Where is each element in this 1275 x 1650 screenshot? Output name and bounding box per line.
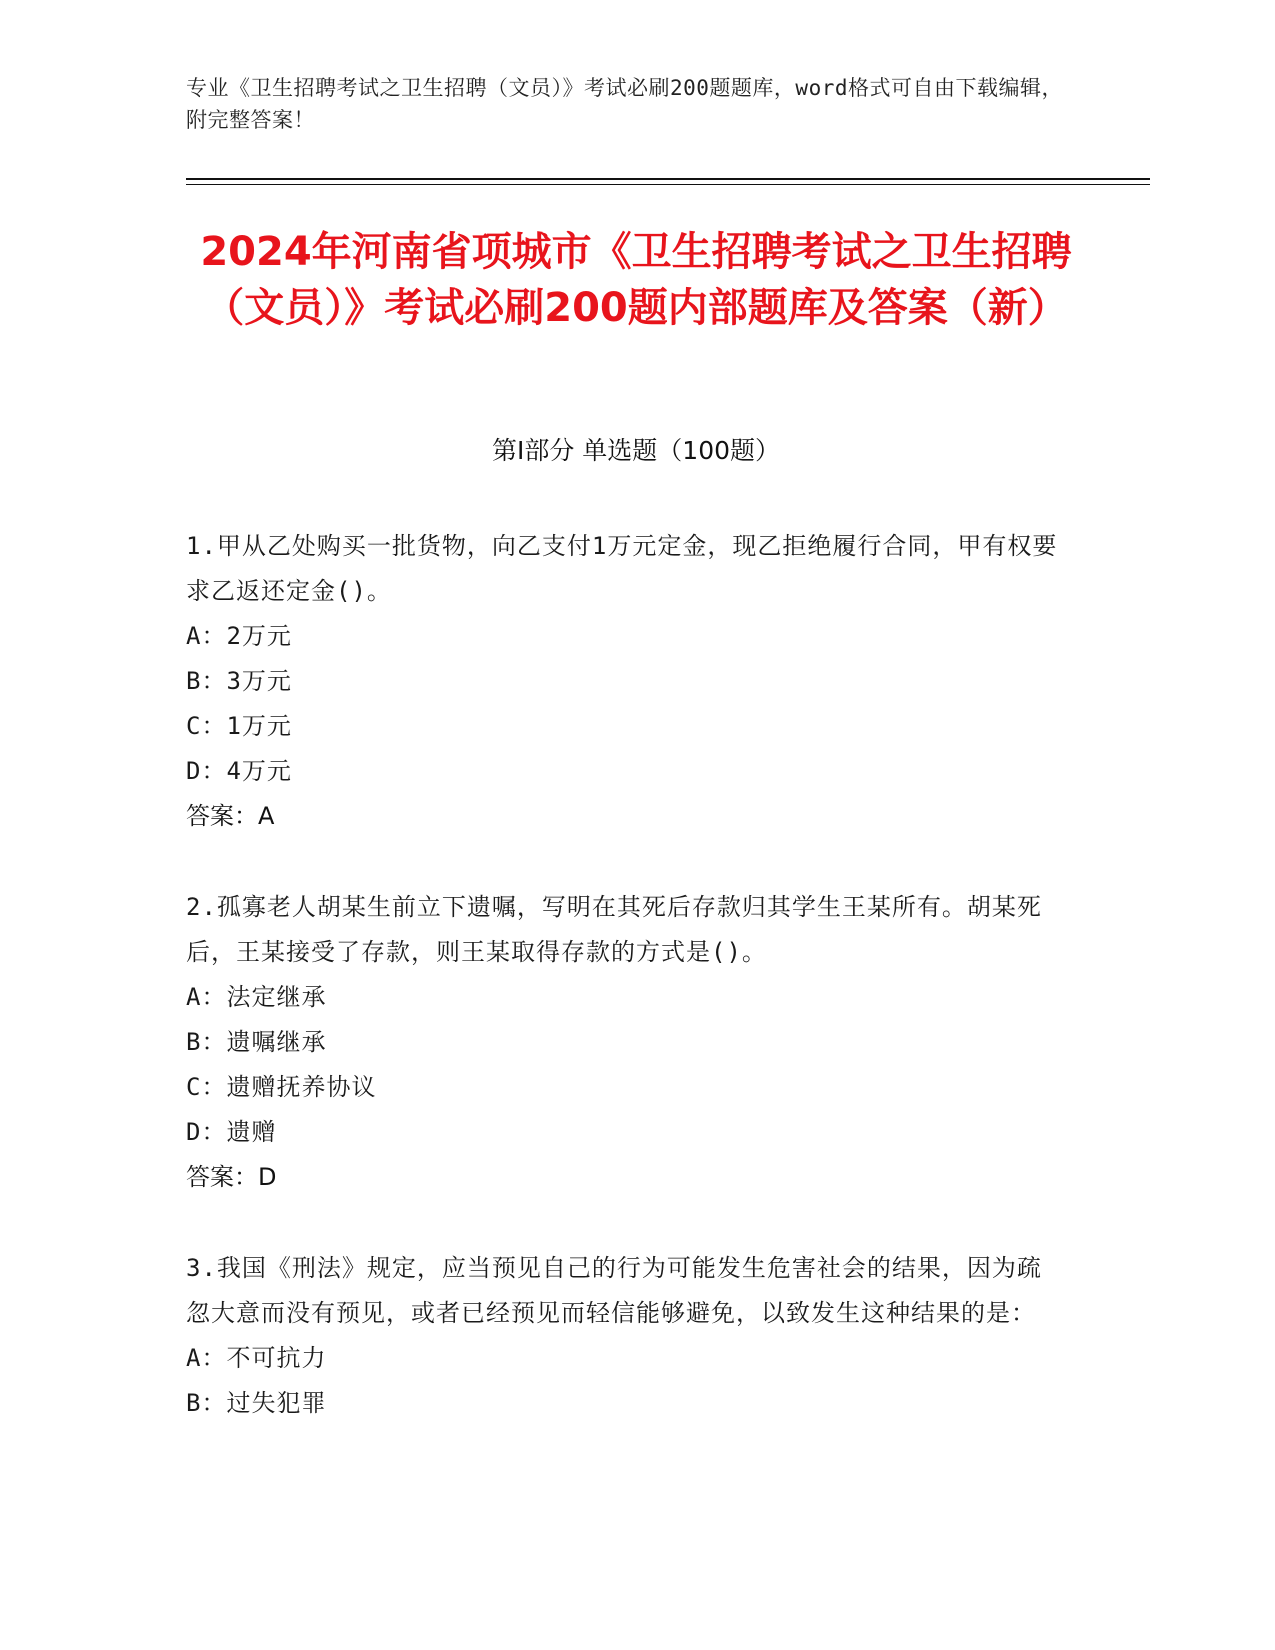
option-c: [186, 1065, 1066, 1110]
option-letter: B：: [186, 667, 227, 695]
option-text: 2万元: [226, 622, 292, 650]
option-text: 3万元: [226, 667, 292, 695]
option-a: [186, 614, 1066, 659]
option-letter: B：: [186, 1028, 227, 1056]
question-stem: 1.甲从乙处购买一批货物，向乙支付1万元定金，现乙拒绝履行合同，甲有权要求乙返还定金()。: [186, 532, 1058, 605]
document-title: 2024年河南省项城市《卫生招聘考试之卫生招聘（文员）》考试必刷200题内部题库及答案（新）: [200, 229, 1072, 331]
option-text: 遗赠: [226, 1118, 277, 1146]
option-b: [186, 659, 1066, 704]
option-text: 遗嘱继承: [226, 1028, 327, 1056]
option-d: [186, 1110, 1066, 1155]
question-list: [186, 524, 1066, 1472]
option-letter: B：: [186, 1389, 227, 1417]
option-a: [186, 975, 1066, 1020]
question-stem: 2.孤寡老人胡某生前立下遗嘱，写明在其死后存款归其学生王某所有。胡某死后，王某接受了存款，则王某取得存款的方式是()。: [186, 893, 1042, 966]
option-text: 不可抗力: [226, 1344, 327, 1372]
option-b: [186, 1381, 1066, 1426]
option-letter: D：: [186, 757, 227, 785]
option-letter: A：: [186, 983, 227, 1011]
option-letter: A：: [186, 1344, 227, 1372]
option-letter: D：: [186, 1118, 227, 1146]
question-stem: 3.我国《刑法》规定，应当预见自己的行为可能发生危害社会的结果，因为疏忽大意而没有预见，或者已经预见而轻信能够避免，以致发生这种结果的是：: [186, 1254, 1042, 1327]
question-1: [186, 524, 1066, 839]
header-rule-thin: [186, 184, 1150, 185]
header-note: 专业《卫生招聘考试之卫生招聘（文员）》考试必刷200题题库，word格式可自由下载编辑，附完整答案！: [186, 76, 1063, 132]
option-d: [186, 749, 1066, 794]
option-letter: C：: [186, 712, 227, 740]
section-title: 第I部分 单选题（100题）: [491, 436, 781, 465]
option-c: [186, 704, 1066, 749]
option-b: [186, 1020, 1066, 1065]
option-text: 遗赠抚养协议: [226, 1073, 377, 1101]
question-2: [186, 885, 1066, 1200]
option-text: 4万元: [226, 757, 292, 785]
option-text: 过失犯罪: [226, 1389, 327, 1417]
option-letter: A：: [186, 622, 227, 650]
header-rule-thick: [186, 178, 1150, 180]
question-3: [186, 1246, 1066, 1426]
answer: 答案：D: [186, 1163, 277, 1191]
option-letter: C：: [186, 1073, 227, 1101]
option-a: [186, 1336, 1066, 1381]
option-text: 法定继承: [226, 983, 327, 1011]
option-text: 1万元: [226, 712, 292, 740]
answer: 答案：A: [186, 802, 275, 830]
